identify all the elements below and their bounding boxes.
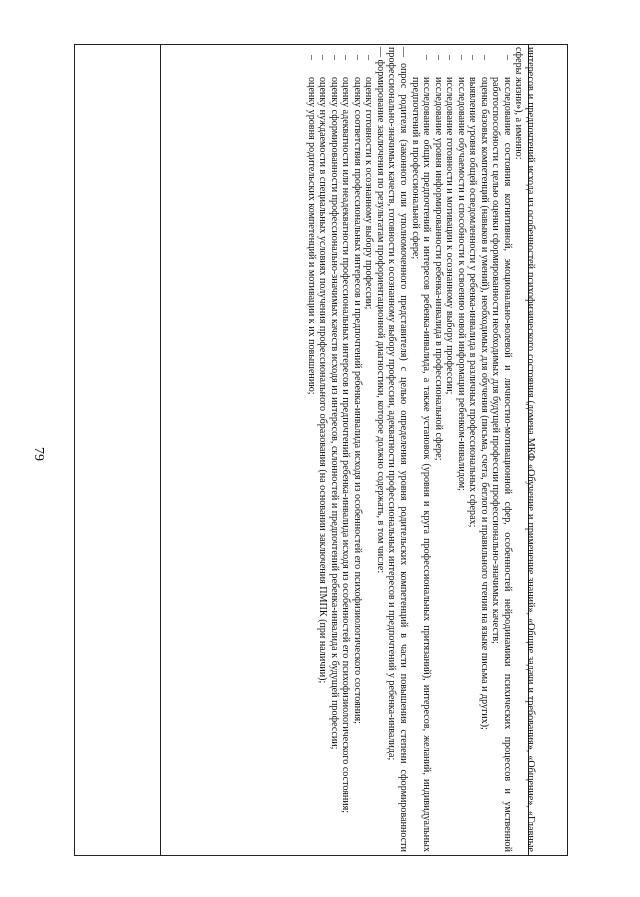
list-item-text: выявление уровня общей осведомленности у ребенка-инвалида в различных профессиональных сферах; xyxy=(467,77,479,528)
list-bullet: – xyxy=(317,55,329,61)
list-item xyxy=(328,47,340,852)
list-bullet: – xyxy=(363,55,375,61)
list-bullet: – xyxy=(467,55,479,61)
page-number: 79 xyxy=(31,447,46,461)
list-item-text: оценку готовности к осознанному выбору профессии; xyxy=(363,77,375,310)
list-item xyxy=(478,47,490,852)
paragraph: — формирование заключения по результатам профориентационной диагностики, которое должно содержать, в том числе: xyxy=(374,47,386,574)
list-item xyxy=(363,47,375,852)
list-item xyxy=(340,47,352,852)
paragraph: интересов и предпочтений исхода из особенностей психофизического состояния (домена МКФ «Обучение и применение знаний», «Общие задачи и требования», «Общение», «Главные сферы жизни»), а именно: xyxy=(513,47,536,852)
list-item xyxy=(409,47,432,852)
list-item-text: исследование готовности и мотивации к осознанному выбору профессии; xyxy=(444,77,456,395)
list-item-text: исследование общих предпочтений и интересов ребенка-инвалида, а также установок (уровня и круга профессиональных притязаний), интересов, желаний, индивидуальных предпочтений в профессиональной сфере; xyxy=(409,77,433,852)
list-item-text: исследование состояния когнитивной, эмоционально-волевой и личностно-мотивационной сфер, особенностей нейродинамики психических процессов и умственной работоспособности с целью оценки сформированности необходимых для будущей профессии профессионально-значимых качеств; xyxy=(490,77,513,852)
list-bullet: – xyxy=(501,55,513,61)
list-bullet: – xyxy=(421,55,433,61)
list-item xyxy=(467,47,479,852)
list-bullet: – xyxy=(455,55,467,61)
list-item-text: оценка базовых компетенций (навыков и умений), необходимых для обучения (письма, счета, беглого и правильного чтения на языке письма и других); xyxy=(478,77,490,730)
list-item xyxy=(351,47,363,852)
document-body xyxy=(166,47,536,852)
list-bullet: – xyxy=(351,55,363,61)
list-bullet: – xyxy=(444,55,456,61)
list-item xyxy=(444,47,456,852)
paragraph: — опрос родителя (законного или уполномоченного представителя) с целью определения уровня родительских компетенций в части повышения степени сформированности профессионально-значимых качеств, готовности к осознанному выбору профессии, адекватности профессиональных интересов и предпочтений у ребенка-инвалида; xyxy=(386,47,409,852)
list-bullet: – xyxy=(328,55,340,61)
list-item xyxy=(305,47,317,852)
list-item xyxy=(490,47,513,852)
table-column-divider xyxy=(160,44,161,856)
list-item xyxy=(317,47,329,852)
list-bullet: – xyxy=(305,55,317,61)
list-item xyxy=(455,47,467,852)
list-bullet: – xyxy=(432,55,444,61)
list-item-text: оценку нуждаемости в специальных условиях получения профессионального образования (на основании заключения ПМПК (при наличии); xyxy=(317,77,329,684)
list-item-text: оценку уровня родительских компетенций и мотивации к их повышению; xyxy=(305,77,317,395)
list-item-text: оценку адекватности или неадекватности профессиональных интересов и предпочтений ребенка-инвалида исходя из особенностей его психофизиологического состояния; xyxy=(340,77,352,814)
list-item-text: оценку сформированности профессионально-значимых качеств исходя из интересов, склонностей и предпочтений ребенка-инвалида к будущей профессии; xyxy=(328,77,340,750)
list-bullet: – xyxy=(478,55,490,61)
list-bullet: – xyxy=(340,55,352,61)
list-item-text: исследование обучаемости и способности к освоению новой информации ребенком-инвалидом; xyxy=(455,77,467,491)
list-item xyxy=(432,47,444,852)
list-item-text: исследование уровня информированности ребенка-инвалида в профессиональной сфере; xyxy=(432,77,444,461)
list-item-text: оценку соответствия профессиональных интересов и предпочтений ребенка-инвалида исходя из особенностей его психофизиологического состояния; xyxy=(351,77,363,724)
